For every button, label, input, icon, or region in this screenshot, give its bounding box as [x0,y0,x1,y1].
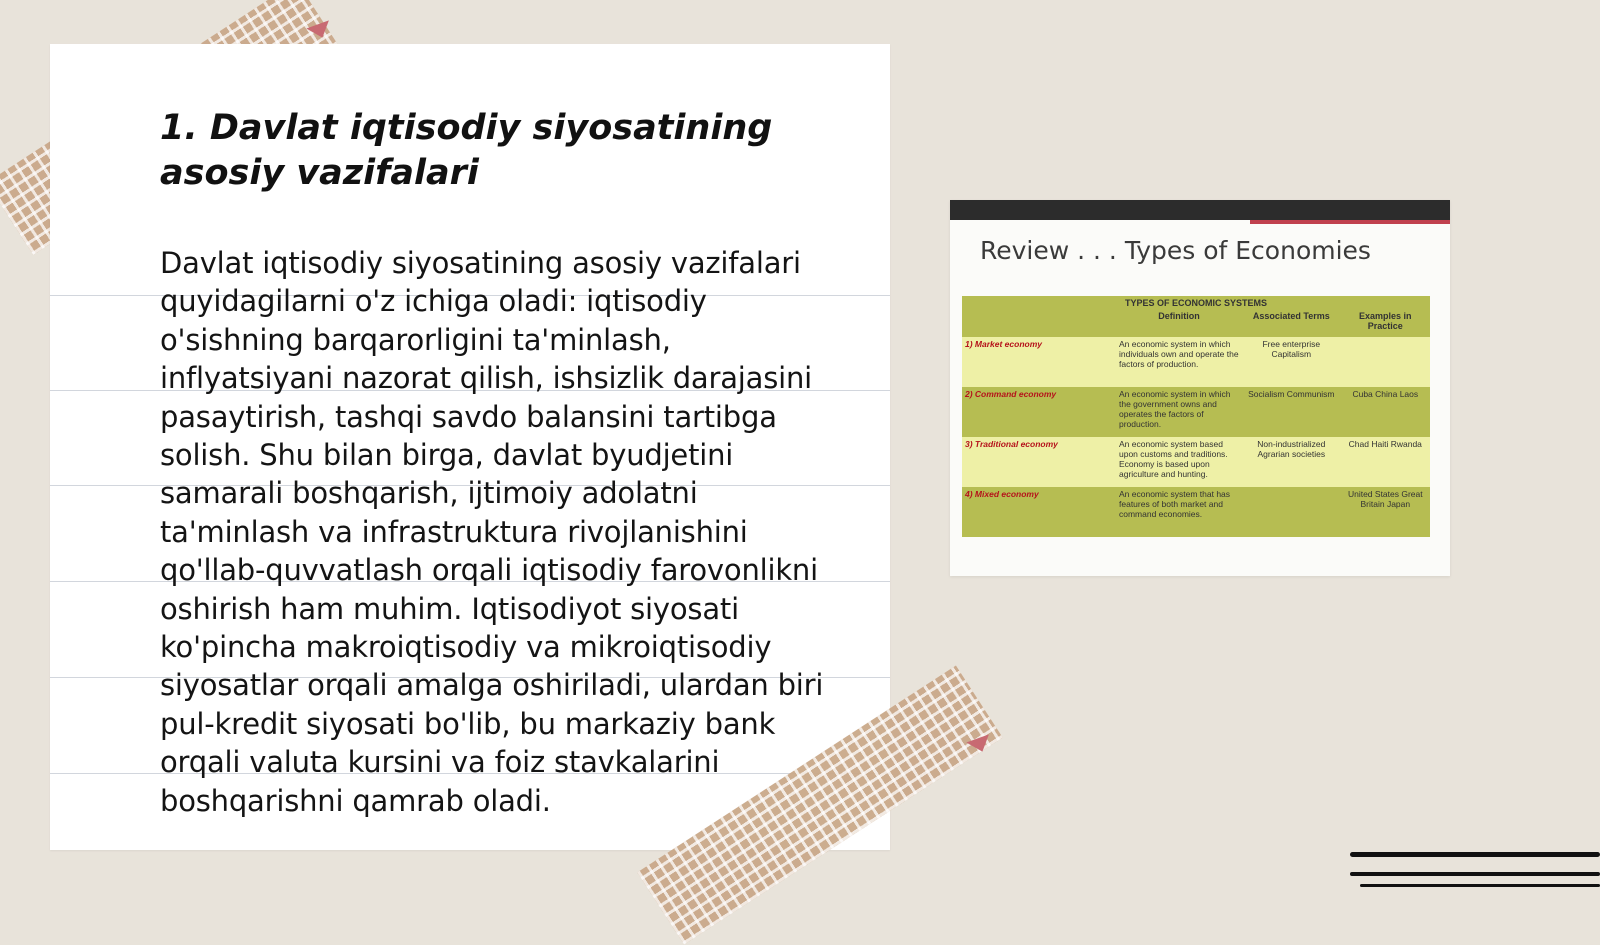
economy-examples: United States Great Britain Japan [1341,487,1430,537]
table-header: Definition [1116,308,1242,337]
economy-terms [1242,487,1341,537]
economy-definition: An economic system that has features of both market and command economies. [1116,487,1242,537]
economy-examples: Cuba China Laos [1341,387,1430,437]
decorative-line [1360,884,1600,887]
economy-examples: Chad Haiti Rwanda [1341,437,1430,487]
page-title: 1. Davlat iqtisodiy siyosatining asosiy vazifalari [160,108,773,193]
decorative-line [1350,872,1600,876]
slide-accent-bar [1250,220,1450,224]
economy-definition: An economic system in which the government owns and operates the factors of production. [1116,387,1242,437]
economy-examples [1341,337,1430,387]
economy-definition: An economic system in which individuals own and operate the factors of production. [1116,337,1242,387]
table-caption: TYPES OF ECONOMIC SYSTEMS [962,296,1430,308]
economy-terms: Free enterprise Capitalism [1242,337,1341,387]
body-paragraph: Davlat iqtisodiy siyosatining asosiy vazifalari quyidagilarni o'z ichiga oladi: iqtisodiy o'sishning barqarorligini ta'minlash, inflyatsiyani nazorat qilish, ishsizlik darajasini pasaytirish, tashqi savdo balansini tartibga solish. Shu bilan birga, davlat byudjetini samarali boshqarish, ijtimoiy adolatni ta'minlash va infrastruktura rivojlanishini qo'llab-quvvatlash orqali iqtisodiy farovonlikni oshirish ham muhim. Iqtisodiyot siyosati ko'pincha makroiqtisodiy va mikroiqtisodiy siyosatlar orqali amalga oshiriladi, ulardan biri pul-kredit siyosati bo'lib, bu markaziy bank orqali valuta kursini va foiz stavkalarini boshqarishni qamrab oladi. [160,246,824,818]
table-row [962,437,1430,487]
economy-name: 1) Market economy [962,337,1116,387]
economy-definition: An economic system based upon customs and traditions. Economy is based upon agriculture and hunting. [1116,437,1242,487]
note-paper [50,44,890,850]
table-row [962,337,1430,387]
slide-title: Review . . . Types of Economies [980,236,1371,265]
table-header [962,308,1116,337]
economy-terms: Socialism Communism [1242,387,1341,437]
table-row [962,387,1430,437]
economy-name: 3) Traditional economy [962,437,1116,487]
decorative-line [1350,852,1600,857]
table-header: Examples in Practice [1341,308,1430,337]
slide-top-bar [950,200,1450,220]
economy-name: 2) Command economy [962,387,1116,437]
economy-terms: Non-industrialized Agrarian societies [1242,437,1341,487]
economy-name: 4) Mixed economy [962,487,1116,537]
table-header: Associated Terms [1242,308,1341,337]
table-row [962,487,1430,537]
slide-image [950,200,1450,576]
economy-types-table [962,296,1430,537]
